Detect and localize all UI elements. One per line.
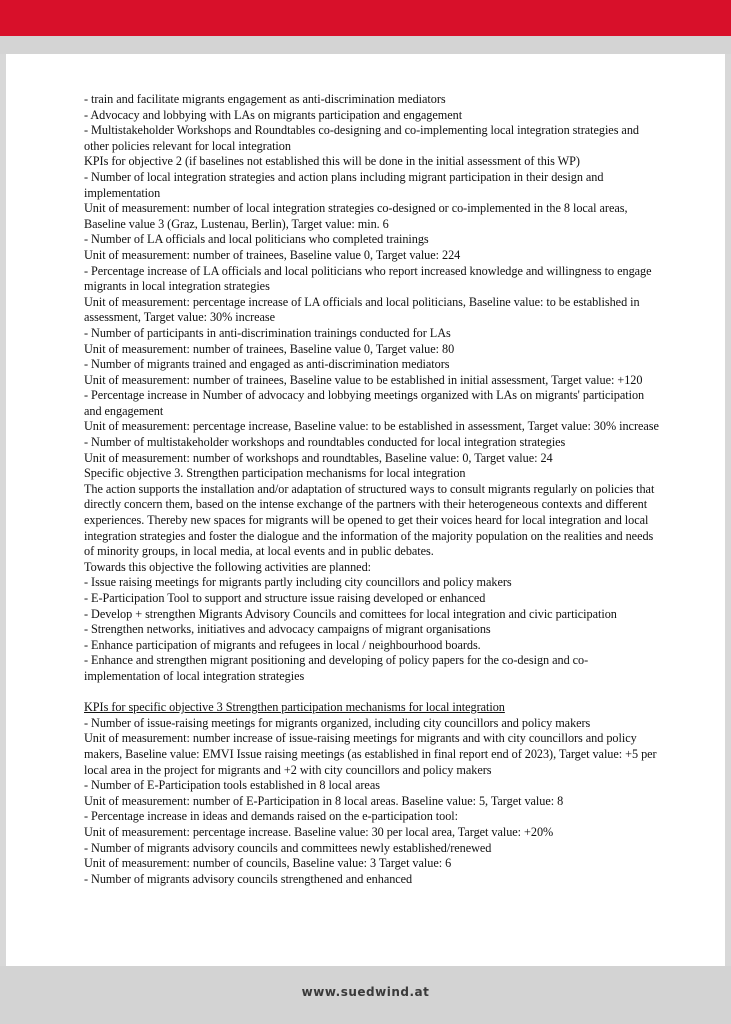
section-heading: Specific objective 3. Strengthen participation mechanisms for local integration bbox=[84, 466, 466, 481]
text-line: - Number of participants in anti-discrimination trainings conducted for LAs bbox=[84, 325, 451, 340]
header-red-bar bbox=[0, 0, 731, 36]
text-line: - Multistakeholder Workshops and Roundtables co-designing and co-implementing local integration strategies and other policies relevant for local integration bbox=[84, 123, 639, 153]
list-item: - Develop + strengthen Migrants Advisory Councils and comittees for local integration and civic participation bbox=[84, 606, 617, 621]
kpi-line: Unit of measurement: percentage increase. Baseline value: 30 per local area, Target value: +20% bbox=[84, 824, 554, 839]
list-item: - Enhance and strengthen migrant positioning and developing of policy papers for the co-design and co-implementation of local integration strategies bbox=[84, 653, 589, 683]
kpi-line: - Number of issue-raising meetings for migrants organized, including city councillors and policy makers bbox=[84, 715, 591, 730]
kpi-line: Unit of measurement: number of councils, Baseline value: 3 Target value: 6 bbox=[84, 856, 452, 871]
text-line: Unit of measurement: number of trainees, Baseline value to be established in initial assessment, Target value: +120 bbox=[84, 372, 643, 387]
text-line: - Advocacy and lobbying with LAs on migrants participation and engagement bbox=[84, 107, 463, 122]
kpi-line: - Number of migrants advisory councils strengthened and enhanced bbox=[84, 871, 413, 886]
text-line: Unit of measurement: percentage increase, Baseline value: to be established in assessment, Target value: 30% increase bbox=[84, 419, 659, 434]
list-item: - Issue raising meetings for migrants partly including city councillors and policy makers bbox=[84, 575, 512, 590]
text-line: Unit of measurement: percentage increase of LA officials and local politicians, Baseline value: to be established in assessment, Target value: 30% increase bbox=[84, 294, 640, 325]
text-line: Towards this objective the following activities are planned: bbox=[84, 559, 371, 574]
text-line: KPIs for objective 2 (if baselines not established this will be done in the initial assessment of this WP) bbox=[84, 154, 580, 169]
text-line: - Percentage increase of LA officials and local politicians who report increased knowledge and willingness to engage migrants in local integration strategies bbox=[84, 263, 652, 294]
text-line: Unit of measurement: number of local integration strategies co-designed or co-implemented in the 8 local areas, Baseline value 3 (Graz, Lustenau, Berlin), Target value: min. 6 bbox=[84, 201, 628, 231]
kpi-line: Unit of measurement: number of E-Participation in 8 local areas. Baseline value: 5, Target value: 8 bbox=[84, 793, 564, 808]
text-line: Unit of measurement: number of workshops and roundtables, Baseline value: 0, Target value: 24 bbox=[84, 450, 553, 465]
document-body bbox=[84, 92, 664, 887]
text-line: - train and facilitate migrants engagement as anti-discrimination mediators bbox=[84, 92, 446, 106]
kpi-line: - Number of migrants advisory councils and committees newly established/renewed bbox=[84, 840, 492, 855]
list-item: - Enhance participation of migrants and refugees in local / neighbourhood boards. bbox=[84, 637, 481, 652]
text-line: - Number of local integration strategies and action plans including migrant participation in their design and implementation bbox=[84, 169, 604, 200]
list-item: - E-Participation Tool to support and structure issue raising developed or enhanced bbox=[84, 591, 486, 605]
text-line: Unit of measurement: number of trainees, Baseline value 0, Target value: 224 bbox=[84, 247, 461, 262]
kpi-line: Unit of measurement: number increase of issue-raising meetings for migrants and with city councillors and policy makers, Baseline value: EMVI Issue raising meetings (as established in final report end of 2023), Target value: +5 per local area in the project for migrants and +2 with city councillors and policy makers bbox=[84, 731, 657, 777]
kpi-heading: KPIs for specific objective 3 Strengthen participation mechanisms for local integration bbox=[84, 700, 505, 715]
list-item: - Strengthen networks, initiatives and advocacy campaigns of migrant organisations bbox=[84, 622, 491, 637]
text-line: - Number of migrants trained and engaged as anti-discrimination mediators bbox=[84, 357, 450, 372]
paragraph: The action supports the installation and/or adaptation of structured ways to consult migrants regularly on policies that directly concern them, based on the intense exchange of the partners with their heterogeneous contexts and different experiences. Thereby new spaces for migrants will be opened to get their voices heard for local integration and local integration strategies and foster the dialogue and the information of the majority population on the realities and needs of minority groups, in local media, at local events and in public debates. bbox=[84, 481, 655, 559]
footer-url: www.suedwind.at bbox=[301, 985, 430, 999]
kpi-line: - Number of E-Participation tools established in 8 local areas bbox=[84, 778, 380, 793]
spacer bbox=[84, 685, 664, 701]
header-gray-band bbox=[0, 36, 731, 54]
text-line: - Number of multistakeholder workshops and roundtables conducted for local integration strategies bbox=[84, 435, 566, 450]
text-line: - Percentage increase in Number of advocacy and lobbying meetings organized with LAs on migrants' participation and engagement bbox=[84, 388, 645, 418]
kpi-line: - Percentage increase in ideas and demands raised on the e-participation tool: bbox=[84, 809, 459, 824]
text-line: Unit of measurement: number of trainees, Baseline value 0, Target value: 80 bbox=[84, 341, 455, 356]
text-line: - Number of LA officials and local politicians who completed trainings bbox=[84, 232, 429, 247]
